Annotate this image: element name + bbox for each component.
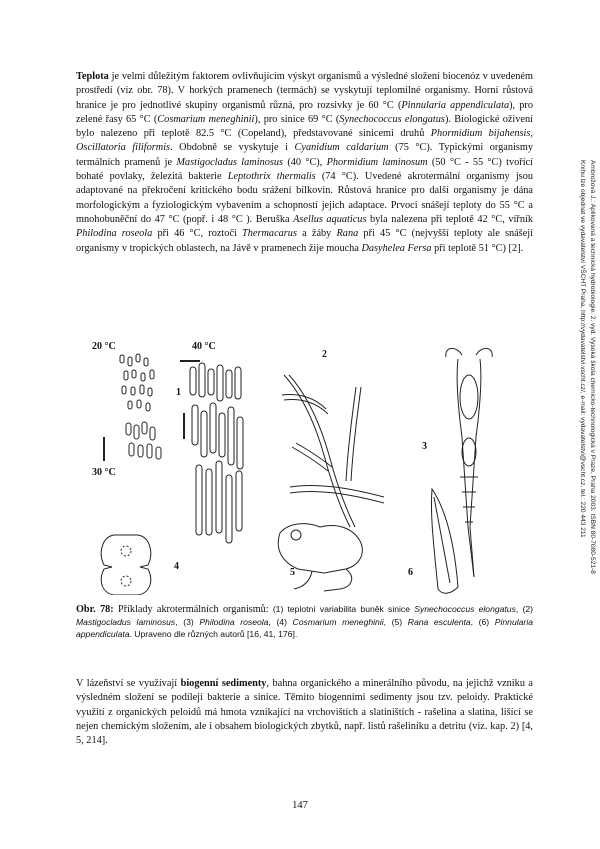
text-run: a žáby	[296, 228, 337, 240]
figure-caption	[76, 603, 533, 641]
species-name: Thermacarus	[242, 228, 297, 240]
text-run: . Obdobně se vyskytuje i	[170, 142, 295, 154]
side-note-line-2: Knihu lze objednat ve vydavatelství VŠCHT Praha, http://vydavatelstvi.vscht.cz/, e-mail: vydavatelstvi@vscht.cz, tel.: 220 443 211	[579, 160, 586, 538]
figure-panel-label-2: 2	[322, 349, 327, 360]
text-run: při 46 °C, roztoči	[152, 228, 243, 240]
text-run: , bahna organického a minerálního původu, na jejichž vzniku a výsledném složení se podílejí bakterie a sinice. Těmito biogenními sedimenty jsou tzv. peloidy. Praktické využití z organických peloidů má hmota vznikající na vrchovištích a slatiništích - rašelina a slatina, lišící se nejen chemickým složením, ale i obsahem biologických zbytků, např. listů rašeliníku a detritu (viz. kap. 2) [4, 5, 214].	[76, 678, 533, 747]
caption-figure-number: Obr. 78:	[76, 604, 114, 615]
text-run: ), pro sinice 69 °C (	[254, 113, 340, 125]
side-note-line-1: Ambrožová J.: Aplikovaná a technická hydrobiologie. 2. vyd. Vysoká škola chemicko-technologická v Praze, Praha 2003. ISBN 80-7080-521-8	[589, 160, 596, 574]
text-run: . Upraveno dle různých autorů [16, 41, 176].	[129, 629, 298, 640]
term-biogenni-sedimenty: biogenní sedimenty	[180, 678, 267, 689]
figure-panel-label-6: 6	[408, 567, 413, 578]
species-name: Cyanidium caldarium	[294, 142, 389, 154]
species-name: Rana esculenta	[407, 617, 471, 628]
text-run: , (4)	[268, 617, 293, 628]
pinnularia-diatom	[431, 489, 458, 593]
synechococcus-cells-30c	[126, 422, 161, 459]
synechococcus-cells-20c	[120, 354, 154, 411]
species-name: Philodina roseola	[199, 617, 269, 628]
synechococcus-cells-40c	[190, 363, 243, 543]
species-name: Cosmarium meneghinii	[157, 113, 255, 125]
temperature-label-20c: 20 °C	[92, 341, 116, 352]
text-run: (75 °C). Typickými organismy termálních pramenů je	[76, 142, 534, 168]
figure-panel-label-1: 1	[176, 387, 181, 398]
temperature-label-30c: 30 °C	[92, 467, 116, 478]
species-name: Synechococcus elongatus	[414, 604, 516, 614]
species-name: Cosmarium meneghinii	[292, 617, 384, 628]
species-name: Dasyhelea Fersa	[361, 242, 432, 254]
text-run: V lázeňství se využívají	[76, 678, 181, 689]
text-run: při 45 °C (nejvyšší teploty ale snášejí organismy v tropických oblastech, na Jávě v pramenech žije moucha	[76, 228, 533, 254]
species-name: Philodina roseola	[76, 228, 153, 240]
philodina-rotifer	[446, 348, 492, 577]
page-number: 147	[292, 800, 308, 811]
rana-frog	[278, 524, 362, 591]
species-name: Leptothrix thermalis	[227, 171, 316, 183]
term-teplota: Teplota	[76, 71, 109, 82]
species-name: Synechococcus elongatus	[339, 113, 445, 125]
side-note-citation	[563, 160, 597, 680]
temperature-label-40c: 40 °C	[192, 341, 216, 352]
text-run: ). Biologické oživení bylo nalezeno při teplotě 82.5 °C (Copeland), představované sinicemi druhů	[76, 113, 533, 140]
text-run: , (2)	[515, 604, 533, 614]
caption-title: Příklady akrotermálních organismů:	[113, 604, 269, 615]
text-run: , (5)	[383, 617, 408, 628]
cosmarium-desmid	[101, 535, 151, 595]
figure-panel-label-3: 3	[422, 441, 427, 452]
species-name: Rana	[336, 228, 359, 240]
mastigocladus-filaments	[282, 375, 384, 527]
text-run: (74 °C). Uvedené akrotermální organismy jsou adaptované na překročení kritického bodu srážení bílkovin. Růstová hranice pro další organismy je dána morfologickým a fyziologickým vybavením a schopností jejich adaptace. Prvoci snášejí teploty do 55 °C a mnohobuněční do 47 °C (popř. i 48 °C ). Beruška	[76, 171, 533, 225]
paragraph-temperature	[76, 70, 533, 256]
text-run: byla nalezena při teplotě 42 °C, vířník	[366, 213, 533, 225]
text-run: (1) teplotní variabilita buněk sinice	[268, 604, 415, 614]
species-name: Pinnularia appendiculata	[401, 99, 510, 111]
species-name: Pinnularia appendiculata	[76, 617, 533, 640]
species-name: Mastigocladus laminosus	[176, 156, 284, 168]
species-name: Asellus aquaticus	[293, 213, 367, 225]
text-run: při teplotě 51 °C) [2].	[431, 242, 524, 254]
paragraph-biogenic-sediments	[76, 677, 533, 748]
text-run: , (3)	[175, 617, 200, 628]
text-run: je velmi důležitým faktorem ovlivňujícím výskyt organismů a výsledné složení biocenóz v uvedeném prostředí (viz obr. 78). V horkých pramenech (termách) se vyskytují teplomilné organismy. Horní růstová hranice je pro jednotlivé skupiny organismů různá, pro rozsivky je 60 °C (	[76, 71, 533, 111]
figure-panel-label-5: 5	[290, 567, 295, 578]
text-run: (50 °C - 55 °C) tvořící bohaté povlaky, železitá bakterie	[76, 156, 533, 183]
species-name: Phormidium bijahensis, Oscillatoria filiformis	[76, 128, 533, 154]
text-run: ), pro zelené řasy 65 °C (	[76, 99, 534, 125]
figure-78-illustration	[84, 337, 536, 595]
text-run: , (6)	[470, 617, 495, 628]
species-name: Mastigocladus laminosus	[76, 617, 176, 628]
organisms-drawing	[84, 337, 536, 595]
figure-panel-label-4: 4	[174, 561, 179, 572]
species-name: Phormidium laminosum	[326, 156, 428, 168]
text-run: (40 °C),	[283, 156, 327, 168]
